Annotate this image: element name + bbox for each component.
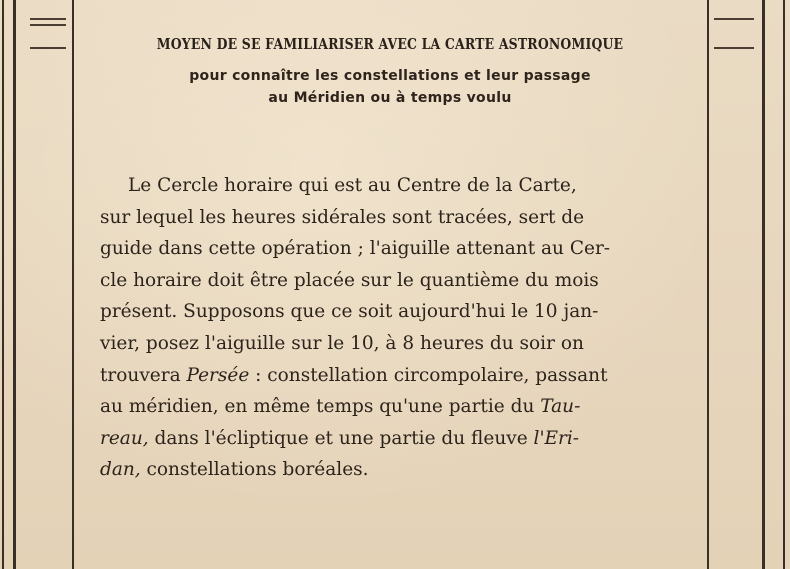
body-text-run: trouvera xyxy=(100,364,187,386)
body-line xyxy=(100,233,700,265)
left-inner-rule xyxy=(13,0,16,569)
body-line xyxy=(100,423,700,455)
article-title: MOYEN DE SE FAMILIARISER AVEC LA CARTE ASTRONOMIQUE xyxy=(156,36,624,53)
body-text-run: au méridien, en même temps qu'une partie du xyxy=(100,396,541,418)
body-line xyxy=(100,296,700,328)
body-line xyxy=(100,360,700,392)
body-text-run: présent. Supposons que ce soit aujourd'hui le 10 jan- xyxy=(100,301,599,323)
italic-term: Persée xyxy=(186,364,250,386)
left-margin-dash xyxy=(30,18,66,20)
subtitle-line-2: au Méridien ou à temps voulu xyxy=(268,90,512,106)
article-body xyxy=(100,170,700,486)
italic-term: Tau- xyxy=(540,396,581,418)
body-line xyxy=(100,265,700,297)
body-text-run: constellations boréales. xyxy=(140,459,369,481)
italic-term: dan, xyxy=(100,459,141,481)
body-text-run: dans l'écliptique et une partie du fleuve xyxy=(148,427,534,449)
left-outer-rule xyxy=(2,0,4,569)
body-text-run: Le Cercle horaire qui est au Centre de la Carte, xyxy=(128,175,577,196)
body-line xyxy=(100,170,700,202)
body-line xyxy=(100,454,700,486)
body-text-run: sur lequel les heures sidérales sont tracées, sert de xyxy=(100,206,585,228)
right-inner-rule xyxy=(762,0,765,569)
subtitle-line-1: pour connaître les constellations et leur passage xyxy=(189,68,591,84)
left-margin-dash xyxy=(30,47,66,49)
body-text-run: vier, posez l'aiguille sur le 10, à 8 heures du soir on xyxy=(100,332,584,354)
italic-term: l'Eri- xyxy=(533,427,580,449)
italic-term: reau, xyxy=(100,427,149,449)
right-margin-dash xyxy=(714,18,754,20)
right-column-rule xyxy=(707,0,709,569)
article-subtitle xyxy=(80,65,700,109)
body-text-run: : constellation circompolaire, passant xyxy=(249,364,608,386)
left-margin-dash xyxy=(30,24,66,26)
body-line xyxy=(100,328,700,360)
heading-block xyxy=(80,22,700,109)
body-line xyxy=(100,202,700,234)
right-margin-dash xyxy=(714,47,754,49)
body-line xyxy=(100,391,700,423)
body-text-run: cle horaire doit être placée sur le quantième du mois xyxy=(100,269,599,291)
body-text-run: guide dans cette opération ; l'aiguille attenant au Cer- xyxy=(100,238,611,260)
left-column-rule xyxy=(72,0,74,569)
right-outer-rule xyxy=(783,0,785,569)
